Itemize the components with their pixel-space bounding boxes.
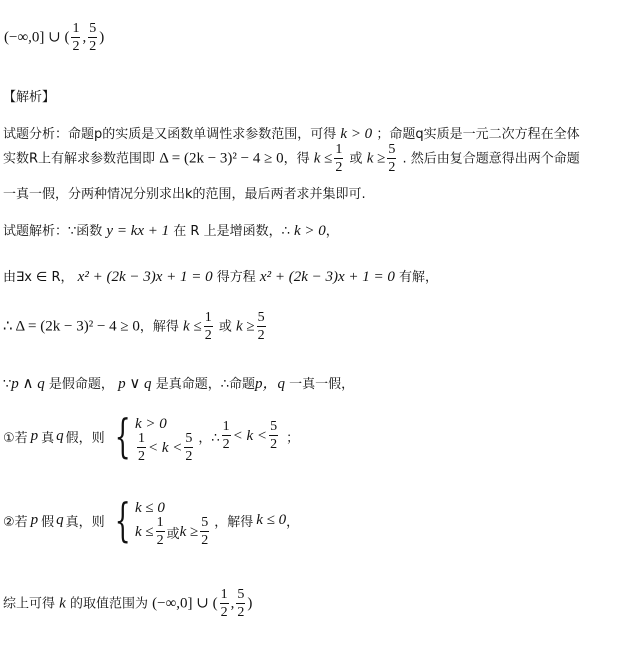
solution-line-4: ∵p ∧ q 是假命题， p ∨ q 是真命题，∴命题p，q 一真一假，	[3, 376, 355, 392]
answer-fraction-half: $\frac{1}{2}$	[72, 21, 80, 54]
solution-line-3: ∴ Δ = (2k − 3)² − 4 ≥ 0，解得 k ≤ $\frac{1}{2}$ 或 k ≥ $\frac{5}{2}$	[3, 310, 265, 343]
case-1: ①若 p 真 q 假，则 { k > 0 $\frac{1}{2}$ < k < $\frac{5}{2}$ ，∴ $\frac{1}{2}$ < k < $\frac{5}{2}$ ；	[3, 409, 300, 464]
fraction-fivehalf: $\frac{5}{2}$	[388, 142, 396, 175]
fraction-fivehalf: $\frac{5}{2}$	[257, 310, 265, 343]
case-2: ②若 p 假 q 真，则 { k ≤ 0 k ≤ $\frac{1}{2}$ 或 k ≥ $\frac{5}{2}$ ，解得 k ≤ 0 ，	[3, 493, 300, 548]
fraction-half: $\frac{1}{2}$	[335, 142, 343, 175]
solution-line-2: 由∃x ∈ R， x² + (2k − 3)x + 1 = 0 得方程 x² + (2k − 3)x + 1 = 0 有解，	[3, 269, 439, 285]
left-brace-icon: {	[114, 409, 131, 463]
case-1-system: { k > 0 $\frac{1}{2}$ < k < $\frac{5}{2}$	[114, 409, 193, 464]
fraction-half: $\frac{1}{2}$	[204, 310, 212, 343]
left-brace-icon: {	[114, 493, 131, 547]
analysis-line-3: 一真一假，分两种情况分别求出k的范围，最后两者求并集即可.	[3, 187, 366, 202]
answer-fraction-fivehalf: $\frac{5}{2}$	[89, 21, 97, 54]
answer-line: (−∞,0] ∪ ( $\frac{1}{2}$ , $\frac{5}{2}$ )	[4, 21, 105, 54]
answer-interval: (−∞,0] ∪ (	[4, 29, 70, 46]
case-2-system: { k ≤ 0 k ≤ $\frac{1}{2}$ 或 k ≥ $\frac{5}{2}$	[114, 493, 209, 548]
analysis-line-2: 实数R上有解求参数范围即 Δ = (2k − 3)² − 4 ≥ 0，得 k ≤ $\frac{1}{2}$ 或 k ≥ $\frac{5}{2}$ . 然后由复合题意得出两个命题	[3, 142, 580, 175]
analysis-line-1: 试题分析：命题p的实质是又函数单调性求参数范围，可得 k > 0 ；命题q实质是一元二次方程在全体	[3, 126, 580, 142]
solution-line-1: 试题解析：∵函数 y = kx + 1 在 R 上是增函数，∴ k > 0，	[3, 223, 339, 239]
analysis-heading: 【解析】	[3, 90, 56, 105]
conclusion-line: 综上可得 k 的取值范围为 (−∞,0] ∪ ( $\frac{1}{2}$ , $\frac{5}{2}$ )	[3, 587, 253, 620]
